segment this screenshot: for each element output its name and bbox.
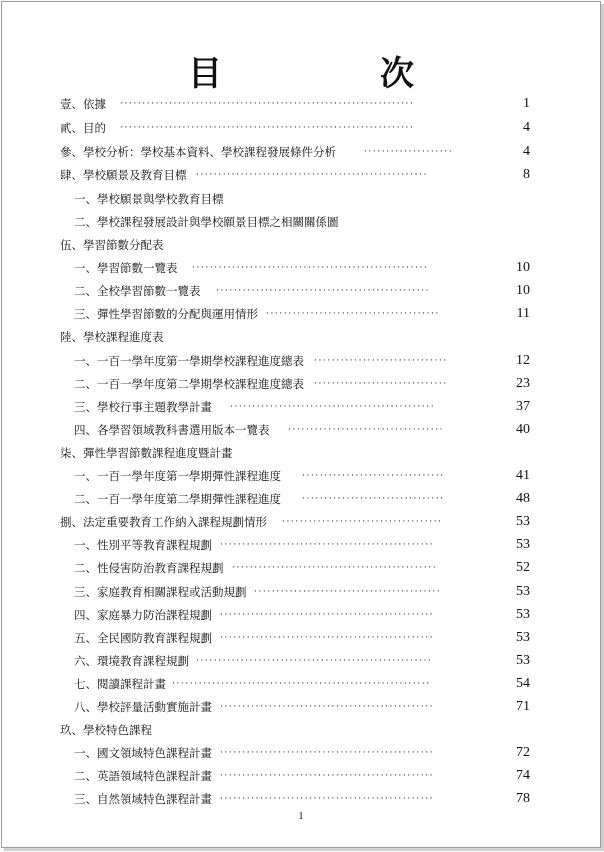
toc-label: 四、家庭暴力防治課程規劃 — [74, 608, 212, 622]
toc-label: 二、英語領域特色課程計畫 — [74, 769, 212, 783]
toc-row — [60, 535, 530, 555]
toc-row — [60, 142, 530, 162]
toc-label: 參、學校分析：學校基本資料、學校課程發展條件分析 — [60, 145, 336, 159]
toc-label: 二、性侵害防治教育課程規劃 — [74, 561, 224, 575]
toc-page: 53 — [516, 514, 530, 529]
toc-row — [60, 582, 530, 602]
toc-label: 八、學校評量活動實施計畫 — [74, 700, 212, 714]
toc-page: 53 — [516, 537, 530, 552]
toc-row — [60, 789, 530, 809]
toc-label: 一、學校願景與學校教育目標 — [74, 192, 224, 206]
toc-leader: ······························ — [314, 356, 448, 366]
page-number: 1 — [298, 810, 304, 822]
toc-label: 三、學校行事主題教學計畫 — [74, 400, 212, 414]
toc-page: 53 — [516, 607, 530, 622]
toc-row — [60, 118, 530, 138]
toc-leader: ····················································· — [196, 656, 433, 666]
toc-leader: ·············································· — [232, 563, 438, 573]
toc-page: 48 — [516, 491, 530, 506]
toc-label: 伍、學習節數分配表 — [60, 238, 164, 252]
toc-row — [60, 327, 530, 347]
document-page — [1, 1, 601, 848]
toc-label: 三、家庭教育相關課程或活動規劃 — [74, 585, 247, 599]
toc-label: 三、彈性學習節數的分配與運用情形 — [74, 307, 258, 321]
toc-page: 23 — [516, 376, 530, 391]
toc-row — [60, 558, 530, 578]
toc-page: 12 — [516, 353, 530, 368]
toc-leader: ·············································· — [230, 402, 436, 412]
toc-label: 壹、依據 — [60, 97, 106, 111]
toc-leader: ·········································· — [254, 587, 442, 597]
toc-page: 8 — [523, 167, 530, 182]
toc-page: 53 — [516, 584, 530, 599]
toc-leader: ················································ — [220, 794, 435, 804]
toc-page: 4 — [523, 120, 530, 135]
toc-label: 玖、學校特色課程 — [60, 723, 152, 737]
toc-row — [60, 212, 530, 232]
toc-page: 78 — [516, 791, 530, 806]
toc-leader: ·································································· — [120, 123, 415, 133]
toc-page: 41 — [516, 468, 530, 483]
toc-label: 一、性別平等教育課程規劃 — [74, 538, 212, 552]
toc-label: 肆、學校願景及教育目標 — [60, 168, 187, 182]
toc-row — [60, 674, 530, 694]
toc-row — [60, 743, 530, 763]
toc-page: 4 — [523, 144, 530, 159]
toc-row — [60, 443, 530, 463]
toc-leader: ··································· — [288, 425, 445, 435]
toc-page: 74 — [516, 768, 530, 783]
toc-label: 陸、學校課程進度表 — [60, 330, 164, 344]
toc-row — [60, 189, 530, 209]
toc-leader: ······························ — [314, 379, 448, 389]
toc-label: 二、學校課程發展設計與學校願景目標之相關關係圖 — [74, 215, 339, 229]
toc-leader: ················································ — [220, 771, 435, 781]
toc-row — [60, 258, 530, 278]
toc-row — [60, 605, 530, 625]
toc-leader: ································ — [302, 494, 445, 504]
toc-page: 11 — [516, 306, 530, 321]
toc-label: 貳、目的 — [60, 121, 106, 135]
toc-leader: ················································ — [216, 286, 431, 296]
toc-row — [60, 466, 530, 486]
toc-label: 五、全民國防教育課程規劃 — [74, 631, 212, 645]
toc-row — [60, 489, 530, 509]
toc-row — [60, 628, 530, 648]
toc-label: 二、一百一學年度第二學期學校課程進度總表 — [74, 377, 304, 391]
toc-page: 52 — [516, 560, 530, 575]
toc-label: 一、國文領域特色課程計畫 — [74, 746, 212, 760]
toc-page: 10 — [516, 260, 530, 275]
toc-leader: ···································· — [282, 517, 443, 527]
toc-page: 71 — [516, 699, 530, 714]
toc-row — [60, 420, 530, 440]
toc-row — [60, 281, 530, 301]
toc-label: 一、一百一學年度第一學期彈性課程進度 — [74, 469, 281, 483]
toc-row — [60, 94, 530, 114]
toc-page: 10 — [516, 283, 530, 298]
toc-leader: ····················································· — [192, 263, 429, 273]
page-title: 目 次 — [188, 54, 476, 94]
toc-label: 捌、法定重要教育工作納入課程規劃情形 — [60, 515, 267, 529]
toc-label: 二、一百一學年度第二學期彈性課程進度 — [74, 492, 281, 506]
toc-row — [60, 397, 530, 417]
toc-row — [60, 304, 530, 324]
toc-label: 一、學習節數一覽表 — [74, 261, 178, 275]
toc-leader: ···················································· — [196, 170, 428, 180]
toc-page: 54 — [516, 676, 530, 691]
toc-label: 柒、彈性學習節數課程進度暨計畫 — [60, 446, 233, 460]
toc-row — [60, 351, 530, 371]
toc-leader: ···················· — [364, 147, 454, 157]
toc-row — [60, 720, 530, 740]
toc-page: 53 — [516, 653, 530, 668]
toc-page: 1 — [523, 96, 530, 111]
toc-page: 53 — [516, 630, 530, 645]
toc-row — [60, 235, 530, 255]
toc-row — [60, 512, 530, 532]
toc-page: 40 — [516, 422, 530, 437]
toc-label: 二、全校學習節數一覽表 — [74, 284, 201, 298]
toc-leader: ······································· — [266, 309, 440, 319]
toc-row — [60, 165, 530, 185]
toc-leader: ················································ — [220, 702, 435, 712]
toc-row — [60, 766, 530, 786]
toc-leader: ················································ — [220, 610, 435, 620]
toc-label: 六、環境教育課程規劃 — [74, 654, 189, 668]
toc-leader: ················································ — [220, 540, 435, 550]
toc-row — [60, 697, 530, 717]
toc-label: 一、一百一學年度第一學期學校課程進度總表 — [74, 354, 304, 368]
toc-row — [60, 374, 530, 394]
toc-label: 七、閱讀課程計畫 — [74, 677, 166, 691]
toc-leader: ·································································· — [120, 99, 415, 109]
toc-row — [60, 651, 530, 671]
toc-label: 三、自然領域特色課程計畫 — [74, 792, 212, 806]
toc-page: 72 — [516, 745, 530, 760]
toc-leader: ················································ — [220, 748, 435, 758]
toc-label: 四、各學習領域教科書選用版本一覽表 — [74, 423, 270, 437]
toc-page: 37 — [516, 399, 530, 414]
toc-leader: ················································ — [220, 633, 435, 643]
toc-leader: ································ — [302, 471, 445, 481]
toc-leader: ·························································· — [172, 679, 431, 689]
